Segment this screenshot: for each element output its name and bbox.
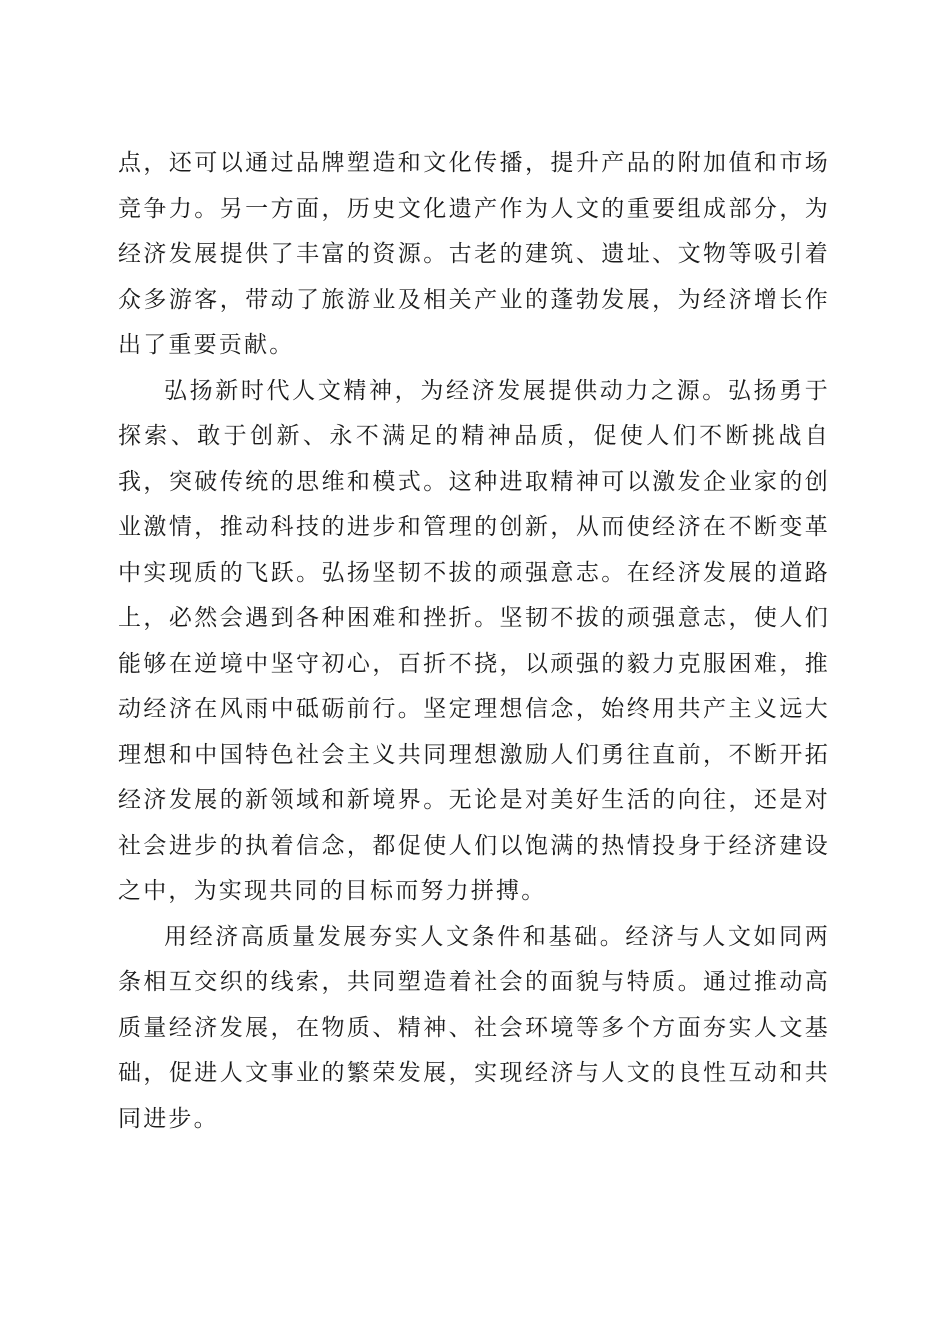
paragraph-high-quality-development: 用经济高质量发展夯实人文条件和基础。经济与人文如同两条相互交织的线索，共同塑造着社会的面貌与特质。通过推动高质量经济发展，在物质、精神、社会环境等多个方面夯实人文基础，促进人文事业的繁荣发展，实现经济与人文的良性互动和共同进步。 <box>118 923 830 1132</box>
paragraph-humanistic-spirit: 弘扬新时代人文精神，为经济发展提供动力之源。弘扬勇于探索、敢于创新、永不满足的精神品质，促使人们不断挑战自我，突破传统的思维和模式。这种进取精神可以激发企业家的创业激情，推动科技的进步和管理的创新，从而使经济在不断变革中实现质的飞跃。弘扬坚韧不拔的顽强意志。在经济发展的道路上，必然会遇到各种困难和挫折。坚韧不拔的顽强意志，使人们能够在逆境中坚守初心，百折不挠，以顽强的毅力克服困难，推动经济在风雨中砥砺前行。坚定理想信念，始终用共产主义远大理想和中国特色社会主义共同理想激励人们勇往直前，不断开拓经济发展的新领域和新境界。无论是对美好生活的向往，还是对社会进步的执着信念，都促使人们以饱满的热情投身于经济建设之中，为实现共同的目标而努力拼搏。 <box>118 377 830 904</box>
paragraph-continuation: 点，还可以通过品牌塑造和文化传播，提升产品的附加值和市场竞争力。另一方面，历史文化遗产作为人文的重要组成部分，为经济发展提供了丰富的资源。古老的建筑、遗址、文物等吸引着众多游客，带动了旅游业及相关产业的蓬勃发展，为经济增长作出了重要贡献。 <box>118 150 830 358</box>
document-body <box>118 141 830 1142</box>
